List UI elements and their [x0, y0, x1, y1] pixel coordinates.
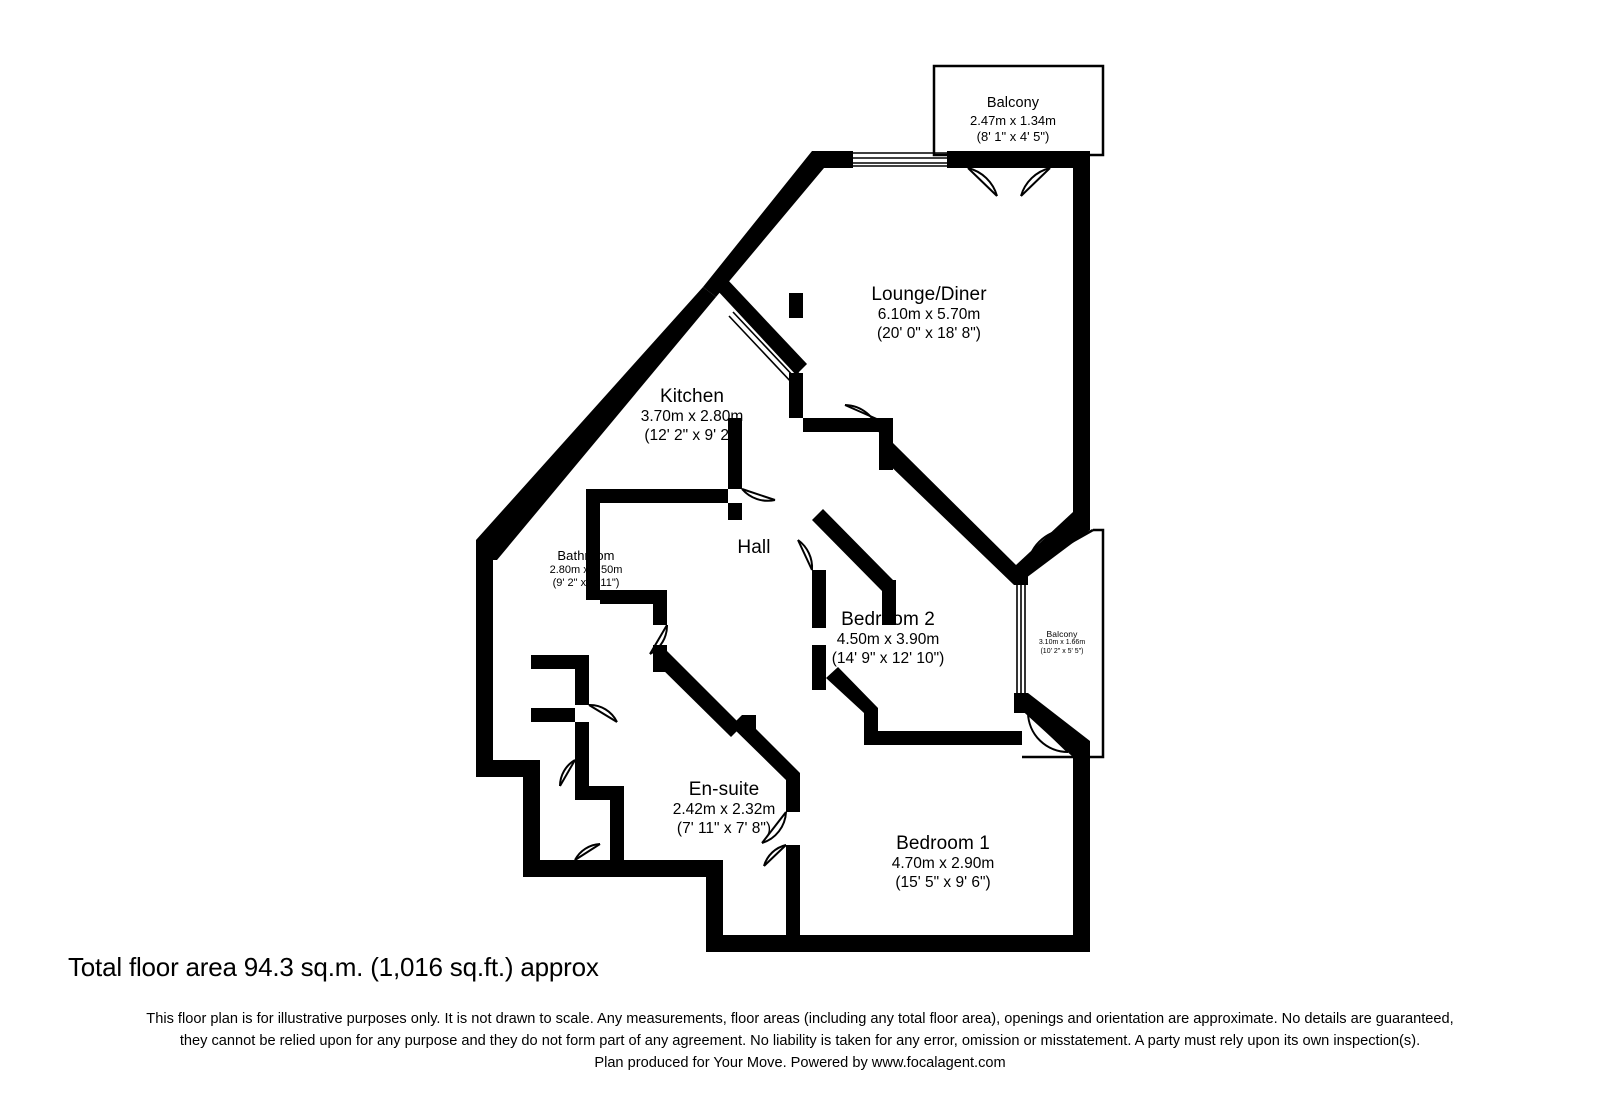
room-label-balcony-side: [1039, 629, 1085, 656]
disclaimer-line-1: This floor plan is for illustrative purposes only. It is not drawn to scale. Any measurements, floor areas (including any total floor area), openings and orientation are approximate. No details are guaranteed,: [146, 1011, 1454, 1027]
room-name: Lounge/Diner: [871, 284, 987, 305]
disclaimer-line-2: they cannot be relied upon for any purpose and they do not form part of any agreement. No liability is taken for any error, omission or misstatement. A party must rely upon its own inspection(s).: [179, 1033, 1421, 1050]
room-label-bathroom: [550, 548, 623, 591]
room-name: Bathroom: [557, 548, 615, 563]
room-label-en-suite: [673, 778, 776, 839]
room-dim-imperial: (8' 1" x 4' 5"): [976, 128, 1050, 144]
room-dim-metric: 4.50m x 3.90m: [836, 631, 940, 649]
room-label-bedroom-1: [892, 832, 995, 893]
room-dim-imperial: (20' 0" x 18' 8"): [877, 325, 981, 343]
room-dim-imperial: (9' 2" x 4' 11"): [552, 577, 620, 590]
room-name: Kitchen: [659, 386, 725, 407]
room-dim-imperial: (12' 2" x 9' 2"): [644, 427, 740, 445]
total-floor-area-text: Total floor area 94.3 sq.m. (1,016 sq.ft.) approx: [68, 952, 599, 982]
room-name: En-suite: [688, 779, 760, 800]
disclaimer-text: [0, 1008, 1600, 1075]
room-dim-imperial: (15' 5" x 9' 6"): [895, 874, 991, 892]
room-dim-metric: 2.42m x 2.32m: [672, 801, 776, 819]
room-label-bedroom-2: [832, 608, 945, 669]
room-dim-imperial: (10' 2" x 5' 5"): [1040, 647, 1084, 655]
room-dim-imperial: (7' 11" x 7' 8"): [676, 820, 772, 838]
room-dim-metric: 3.70m x 2.80m: [640, 408, 744, 426]
room-label-lounge-diner: [871, 283, 986, 344]
room-name: Hall: [737, 537, 771, 558]
room-name: Balcony: [1046, 629, 1078, 639]
room-name: Bedroom 2: [841, 609, 935, 630]
room-label-hall: [737, 536, 770, 559]
room-dim-metric: 2.80m x 1.50m: [549, 563, 623, 576]
room-dim-metric: 4.70m x 2.90m: [891, 855, 995, 873]
room-dim-metric: 2.47m x 1.34m: [970, 112, 1056, 128]
room-name: Bedroom 1: [896, 833, 990, 854]
room-label-balcony-top: [970, 95, 1056, 144]
room-dim-metric: 6.10m x 5.70m: [877, 306, 981, 324]
room-dim-imperial: (14' 9" x 12' 10"): [831, 650, 945, 668]
disclaimer-line-3: Plan produced for Your Move. Powered by www.focalagent.com: [594, 1055, 1006, 1072]
room-name: Balcony: [986, 95, 1040, 111]
room-label-kitchen: [641, 385, 744, 446]
room-dim-metric: 3.10m x 1.66m: [1038, 639, 1086, 647]
